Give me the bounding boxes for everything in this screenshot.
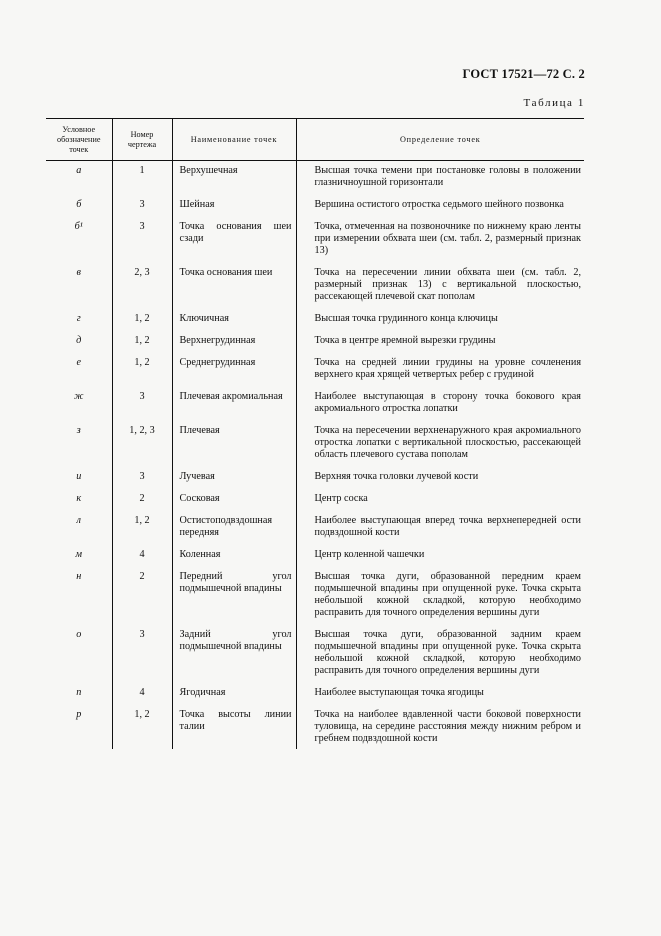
table-row xyxy=(46,218,584,264)
point-name: Остистоподвздошная передняя xyxy=(172,512,296,546)
point-definition: Центр коленной чашечки xyxy=(296,546,584,568)
point-symbol: в xyxy=(76,267,81,278)
point-name: Точка высоты линии талии xyxy=(172,706,296,749)
document-header: ГОСТ 17521—72 С. 2 xyxy=(462,67,585,81)
point-name: Коленная xyxy=(172,546,296,568)
point-name: Среднегрудинная xyxy=(172,354,296,388)
point-symbol: о xyxy=(76,629,82,640)
table-row xyxy=(46,354,584,388)
point-symbol: л xyxy=(76,515,81,526)
point-definition: Центр соска xyxy=(296,490,584,512)
point-symbol: н xyxy=(76,571,82,582)
points-table xyxy=(46,118,584,749)
point-definition: Точка в центре яремной вырезки грудины xyxy=(296,332,584,354)
point-name: Верхнегрудинная xyxy=(172,332,296,354)
drawing-number: 3 xyxy=(112,196,172,218)
point-symbol: к xyxy=(76,493,82,504)
point-definition: Верхняя точка головки лучевой кости xyxy=(296,468,584,490)
table-row xyxy=(46,706,584,749)
point-symbol: г xyxy=(76,313,81,324)
point-name: Шейная xyxy=(172,196,296,218)
table-row xyxy=(46,490,584,512)
drawing-number: 4 xyxy=(112,546,172,568)
point-symbol: а xyxy=(76,165,82,176)
point-symbol: б¹ xyxy=(74,221,83,232)
point-symbol: е xyxy=(76,357,82,368)
point-name: Ключичная xyxy=(172,310,296,332)
point-definition: Точка, отмеченная на позвоночнике по нижнему краю ленты при измерении обхвата шеи (см. табл. 2, размерный признак 13) xyxy=(296,218,584,264)
drawing-number: 3 xyxy=(112,388,172,422)
table-body xyxy=(46,161,584,750)
drawing-number: 1, 2 xyxy=(112,354,172,388)
drawing-number: 3 xyxy=(112,468,172,490)
point-name: Сосковая xyxy=(172,490,296,512)
drawing-number: 3 xyxy=(112,218,172,264)
table-row xyxy=(46,568,584,626)
table-row xyxy=(46,512,584,546)
point-definition: Вершина остистого отростка седьмого шейного позвонка xyxy=(296,196,584,218)
point-symbol: ж xyxy=(74,391,84,402)
drawing-number: 1, 2, 3 xyxy=(112,422,172,468)
table-row xyxy=(46,332,584,354)
drawing-number: 4 xyxy=(112,684,172,706)
point-definition: Наиболее выступающая вперед точка верхнепередней ости подвздошной кости xyxy=(296,512,584,546)
point-name: Плечевая акромиальная xyxy=(172,388,296,422)
table-row xyxy=(46,546,584,568)
point-definition: Высшая точка дуги, образованной передним краем подмышечной впадины при опущенной руке. Точка скрыта небольшой кожной складкой, которую необходимо расправить для точного определения вершины дуги xyxy=(296,568,584,626)
point-name: Точка основания шеи xyxy=(172,264,296,310)
point-definition: Высшая точка темени при постановке головы в положении глазничноушной горизонтали xyxy=(296,161,584,197)
table-row xyxy=(46,161,584,197)
point-definition: Точка на средней линии грудины на уровне сочленения верхнего края хрящей четвертых ребер с грудиной xyxy=(296,354,584,388)
point-definition: Наиболее выступающая в сторону точка бокового края акромиального отростка лопатки xyxy=(296,388,584,422)
table-row xyxy=(46,196,584,218)
point-definition: Точка на пересечении верхненаружного края акромиального отростка лопатки с вертикальной плоскостью, рассекающей область плечевого сустава пополам xyxy=(296,422,584,468)
table-header-row xyxy=(46,119,584,161)
point-name: Верхушечная xyxy=(172,161,296,197)
point-name: Задний угол подмышечной впадины xyxy=(172,626,296,684)
column-header-symbol: Условное обозначение точек xyxy=(46,119,112,161)
point-definition: Высшая точка грудинного конца ключицы xyxy=(296,310,584,332)
point-definition: Высшая точка дуги, образованной задним краем подмышечной впадины при опущенной руке. Точка скрыта небольшой кожной складкой, которую необходимо расправить для точного определения вершины дуги xyxy=(296,626,584,684)
drawing-number: 2 xyxy=(112,568,172,626)
point-definition: Точка на пересечении линии обхвата шеи (см. табл. 2, размерный признак 13) с вертикальной плоскостью, рассекающей плечевой скат пополам xyxy=(296,264,584,310)
point-name: Ягодичная xyxy=(172,684,296,706)
point-symbol: б xyxy=(76,199,82,210)
column-header-drawing: Номер чертежа xyxy=(112,119,172,161)
drawing-number: 2 xyxy=(112,490,172,512)
point-name: Плечевая xyxy=(172,422,296,468)
drawing-number: 1, 2 xyxy=(112,512,172,546)
table-row xyxy=(46,626,584,684)
drawing-number: 1, 2 xyxy=(112,310,172,332)
drawing-number: 1 xyxy=(112,161,172,197)
point-symbol: п xyxy=(76,687,82,698)
table-row xyxy=(46,468,584,490)
table-row xyxy=(46,310,584,332)
point-name: Передний угол подмышечной впадины xyxy=(172,568,296,626)
table-row xyxy=(46,388,584,422)
table-row xyxy=(46,684,584,706)
column-header-name: Наименование точек xyxy=(172,119,296,161)
point-name: Лучевая xyxy=(172,468,296,490)
drawing-number: 1, 2 xyxy=(112,332,172,354)
point-definition: Точка на наиболее вдавленной части боковой поверхности туловища, на середине расстояния между нижним ребром и гребнем подвздошной кости xyxy=(296,706,584,749)
point-symbol: з xyxy=(76,425,81,436)
point-symbol: р xyxy=(76,709,82,720)
point-definition: Наиболее выступающая точка ягодицы xyxy=(296,684,584,706)
table-row xyxy=(46,264,584,310)
drawing-number: 2, 3 xyxy=(112,264,172,310)
point-symbol: м xyxy=(75,549,82,560)
point-name: Точка основания шеи сзади xyxy=(172,218,296,264)
drawing-number: 1, 2 xyxy=(112,706,172,749)
table-row xyxy=(46,422,584,468)
point-symbol: д xyxy=(76,335,82,346)
table-caption: Таблица 1 xyxy=(523,97,585,109)
point-symbol: и xyxy=(76,471,82,482)
column-header-definition: Определение точек xyxy=(296,119,584,161)
drawing-number: 3 xyxy=(112,626,172,684)
